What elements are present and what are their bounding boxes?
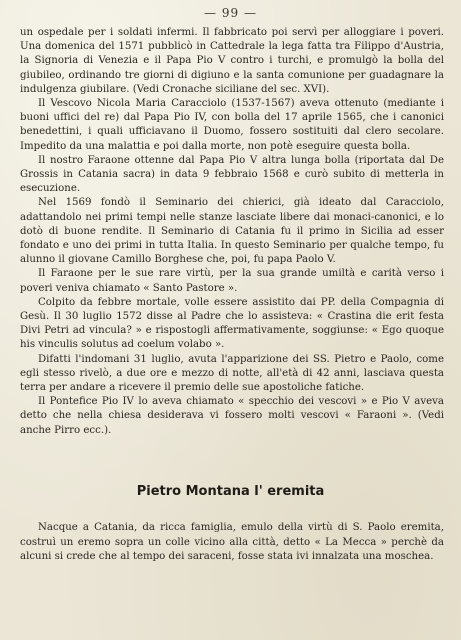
- paragraph: un ospedale per i soldati infermi. Il fabbricato poi servì per alloggiare i poveri. Una domenica del 1571 pubblicò in Cattedrale la lega fatta tra Filippo d'Austria, la Signoria di Venezia e il Papa Pio V contro i turchi, e promulgò la bolla del giubileo, ordinando tre giorni di digiuno e la santa comunione per guadagnare la indulgenza giubilare. (Vedi Cronache siciliane del sec. XVI).: [20, 27, 444, 95]
- page-number: — 99 —: [204, 6, 257, 20]
- paragraph: Nacque a Catania, da ricca famiglia, emulo della virtù di S. Paolo eremita, costruì un eremo sopra un colle vicino alla città, detto « La Mecca » perchè da alcuni si crede che al tempo dei saraceni, fosse stata ivi innalzata una moschea.: [20, 522, 444, 563]
- paragraph: Il nostro Faraone ottenne dal Papa Pio V altra lunga bolla (riportata dal De Grossis in Catania sacra) in data 9 febbraio 1568 e curò subito di metterla in esecuzione.: [20, 154, 444, 195]
- main-text: [20, 26, 444, 438]
- paragraph: Il Pontefice Pio IV lo aveva chiamato « specchio dei vescovi » e Pio V aveva detto che nella chiesa desiderava vi fossero molti vescovi « Faraoni ». (Vedi anche Pirro ecc.).: [20, 396, 444, 436]
- paragraph: Difatti l'indomani 31 luglio, avuta l'apparizione dei SS. Pietro e Paolo, come egli stesso rivelò, a due ore e mezzo di notte, all'età di 42 anni, lasciava questa terra per andare a ricevere il premio delle sue apostoliche fatiche.: [20, 353, 444, 394]
- paragraph: Colpito da febbre mortale, volle essere assistito dai PP. della Compagnia di Gesù. Il 30 luglio 1572 disse al Padre che lo assisteva: « Crastina die erit festa Divi Petri ad vincula? » e rispostogli affermativamente, soggiunse: « Ego quoque his vinculis solutus ad coelum volabo ».: [20, 296, 444, 351]
- paragraph: Nel 1569 fondò il Seminario dei chierici, già ideato dal Caracciolo, adattandolo nei primi tempi nelle stanze lasciate libere dai monaci-canonici, e lo dotò di buone rendite. Il Seminario di Catania fu il primo in Sicilia ad esser fondato e uno dei primi in tutta Italia. In questo Seminario per qualche tempo, fu alunno il giovane Camillo Borghese che, poi, fu papa Paolo V.: [20, 197, 444, 266]
- section-text: [20, 521, 444, 565]
- paragraph: Il Faraone per le sue rare virtù, per la sua grande umiltà e carità verso i poveri veniva chiamato « Santo Pastore ».: [20, 268, 444, 294]
- paragraph: Il Vescovo Nicola Maria Caracciolo (1537-1567) aveva ottenuto (mediante i buoni uffici del re) dal Papa Pio IV, con bolla del 17 aprile 1565, che i canonici benedettini, i quali ufficiavano il Duomo, fossero sostituiti dal clero secolare. Impedito da una malattia e poi dalla morte, non potè eseguire questa bolla.: [20, 98, 444, 152]
- section-title: Pietro Montana l' eremita: [136, 484, 325, 499]
